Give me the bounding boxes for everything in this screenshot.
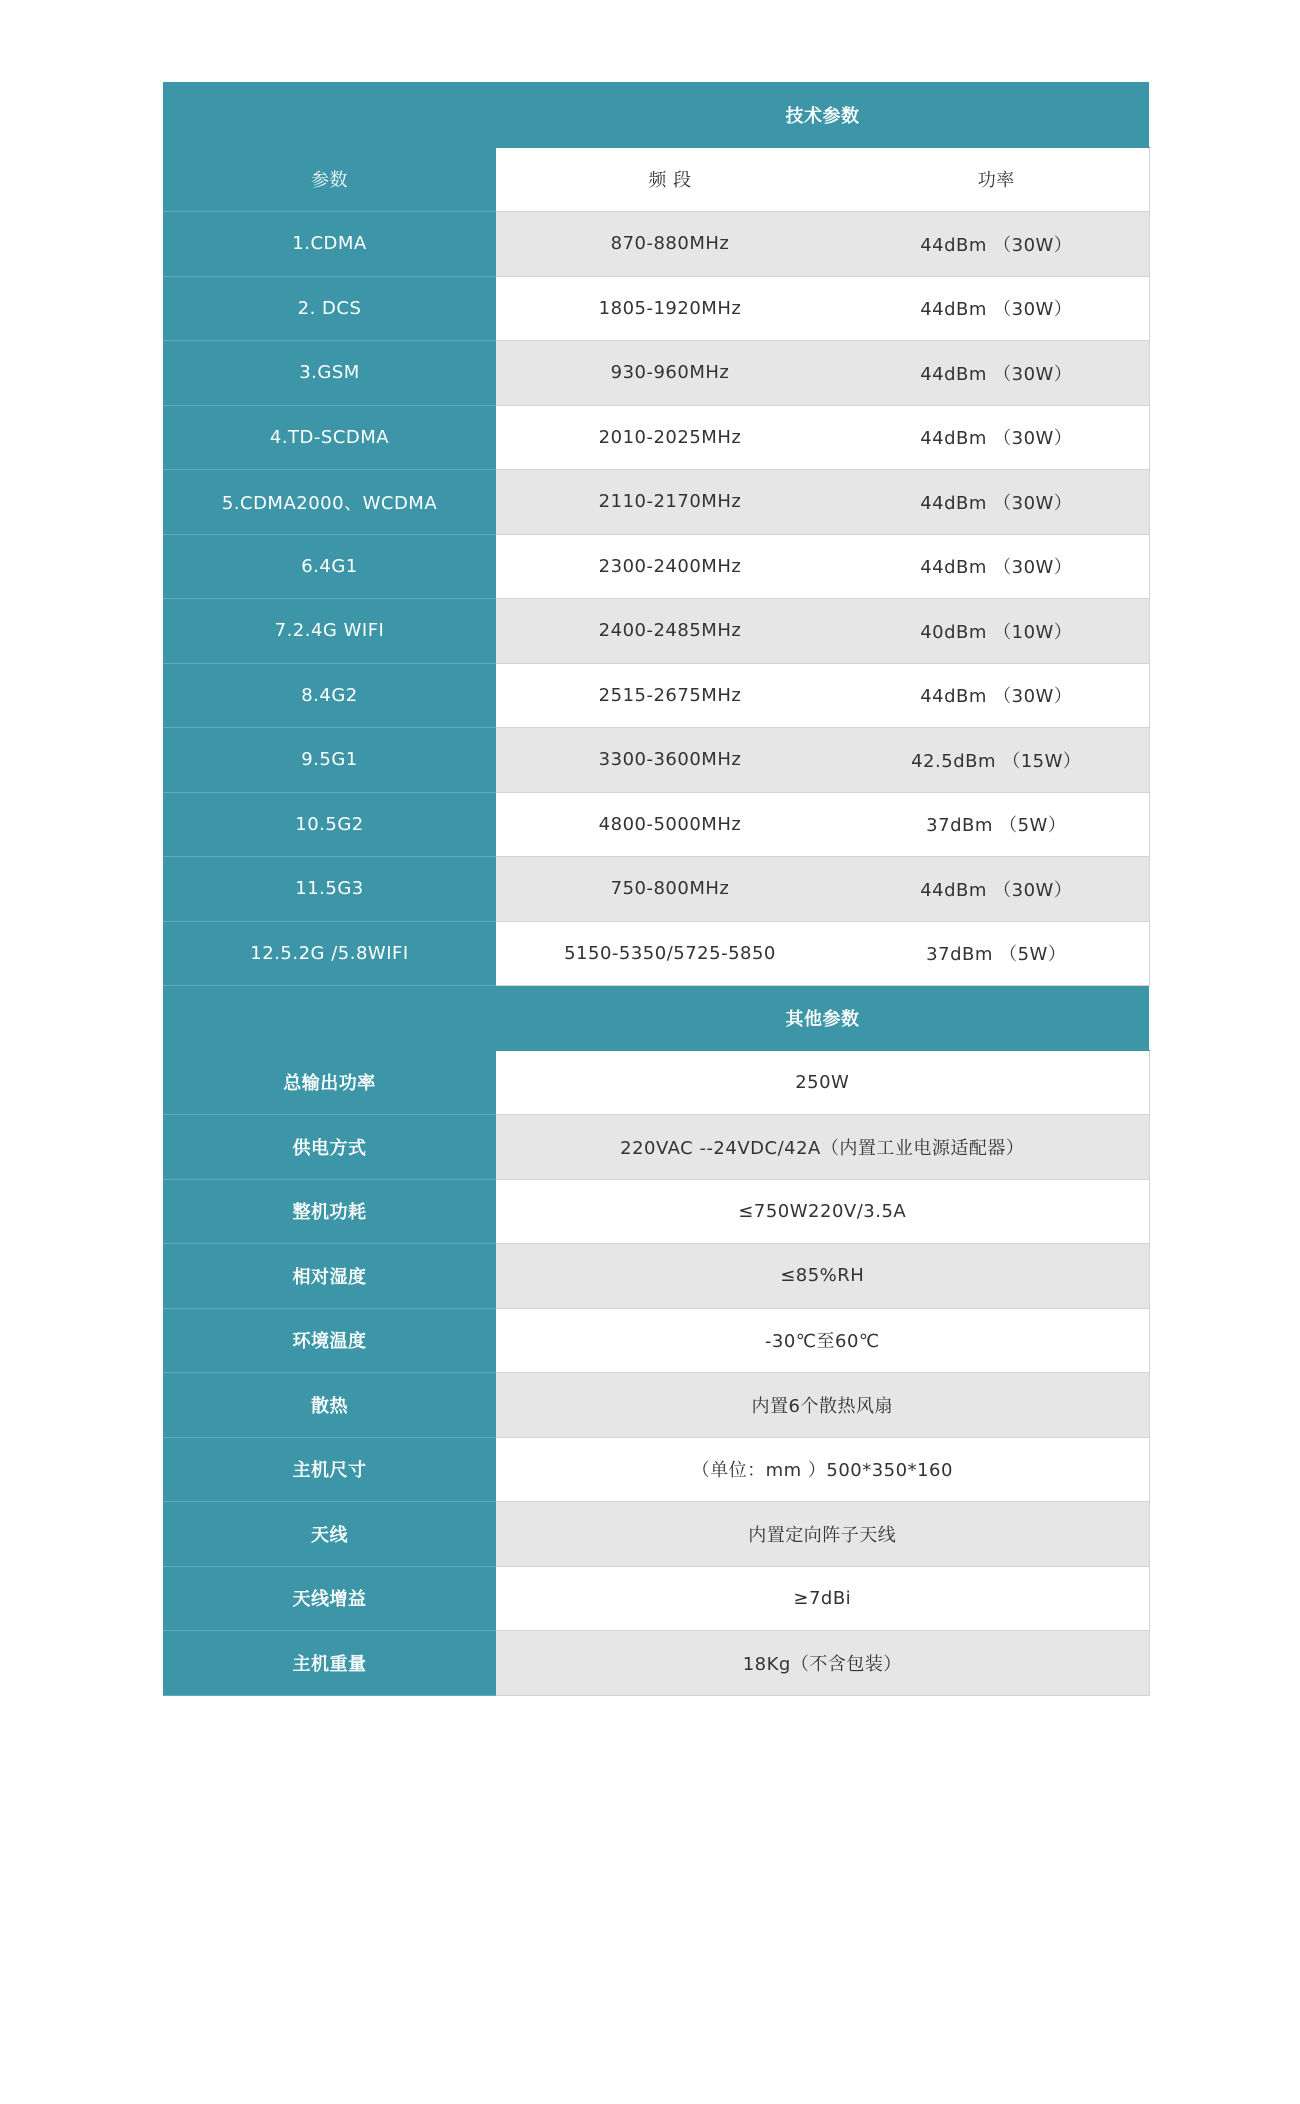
tech-column-header-row <box>163 147 1149 212</box>
spec-name: 总输出功率 <box>163 1050 496 1115</box>
other-row <box>163 1179 1149 1244</box>
tech-row <box>163 470 1149 535</box>
spec-table <box>163 82 1150 1696</box>
band-frequency: 2010-2025MHz <box>496 405 844 470</box>
band-power: 44dBm （30W） <box>844 470 1149 535</box>
spec-value: （单位：mm ）500*350*160 <box>496 1437 1149 1502</box>
tech-section-title: 技术参数 <box>163 83 1149 148</box>
other-row <box>163 1308 1149 1373</box>
tech-row <box>163 534 1149 599</box>
band-power: 37dBm （5W） <box>844 792 1149 857</box>
band-frequency: 4800-5000MHz <box>496 792 844 857</box>
spec-name: 环境温度 <box>163 1308 496 1373</box>
band-power: 44dBm （30W） <box>844 534 1149 599</box>
other-row <box>163 1437 1149 1502</box>
band-power: 44dBm （30W） <box>844 663 1149 728</box>
band-frequency: 3300-3600MHz <box>496 728 844 793</box>
tech-row <box>163 792 1149 857</box>
param-column-header: 参数 <box>163 147 496 212</box>
other-row <box>163 1244 1149 1309</box>
other-row <box>163 1566 1149 1631</box>
band-name: 4.TD-SCDMA <box>163 405 496 470</box>
spec-name: 天线增益 <box>163 1566 496 1631</box>
tech-row <box>163 405 1149 470</box>
band-power: 44dBm （30W） <box>844 276 1149 341</box>
band-name: 6.4G1 <box>163 534 496 599</box>
other-row <box>163 1502 1149 1567</box>
spec-name: 主机重量 <box>163 1631 496 1696</box>
band-frequency: 750-800MHz <box>496 857 844 922</box>
spec-value: 250W <box>496 1050 1149 1115</box>
tech-row <box>163 728 1149 793</box>
other-row <box>163 1050 1149 1115</box>
band-frequency: 2515-2675MHz <box>496 663 844 728</box>
band-frequency: 2300-2400MHz <box>496 534 844 599</box>
band-power: 40dBm （10W） <box>844 599 1149 664</box>
band-frequency: 2400-2485MHz <box>496 599 844 664</box>
band-power: 44dBm （30W） <box>844 405 1149 470</box>
tech-row <box>163 921 1149 986</box>
band-name: 12.5.2G /5.8WIFI <box>163 921 496 986</box>
freq-column-header: 频 段 <box>496 147 844 212</box>
band-name: 10.5G2 <box>163 792 496 857</box>
spec-value: 18Kg（不含包装） <box>496 1631 1149 1696</box>
band-frequency: 2110-2170MHz <box>496 470 844 535</box>
tech-row <box>163 276 1149 341</box>
tech-row <box>163 212 1149 277</box>
other-row <box>163 1373 1149 1438</box>
spec-value: -30℃至60℃ <box>496 1308 1149 1373</box>
band-frequency: 1805-1920MHz <box>496 276 844 341</box>
spec-name: 散热 <box>163 1373 496 1438</box>
spec-name: 主机尺寸 <box>163 1437 496 1502</box>
band-power: 42.5dBm （15W） <box>844 728 1149 793</box>
band-power: 44dBm （30W） <box>844 212 1149 277</box>
band-name: 11.5G3 <box>163 857 496 922</box>
other-section-title: 其他参数 <box>163 986 1149 1051</box>
spec-name: 相对湿度 <box>163 1244 496 1309</box>
spec-value: 220VAC --24VDC/42A（内置工业电源适配器） <box>496 1115 1149 1180</box>
band-frequency: 870-880MHz <box>496 212 844 277</box>
band-name: 2. DCS <box>163 276 496 341</box>
tech-section-header <box>163 83 1149 148</box>
tech-row <box>163 599 1149 664</box>
band-name: 8.4G2 <box>163 663 496 728</box>
band-name: 5.CDMA2000、WCDMA <box>163 470 496 535</box>
band-power: 44dBm （30W） <box>844 857 1149 922</box>
band-name: 9.5G1 <box>163 728 496 793</box>
band-power: 37dBm （5W） <box>844 921 1149 986</box>
band-frequency: 930-960MHz <box>496 341 844 406</box>
spec-name: 供电方式 <box>163 1115 496 1180</box>
spec-name: 整机功耗 <box>163 1179 496 1244</box>
band-name: 3.GSM <box>163 341 496 406</box>
spec-table-body <box>163 83 1149 1696</box>
band-frequency: 5150-5350/5725-5850 <box>496 921 844 986</box>
other-row <box>163 1631 1149 1696</box>
other-row <box>163 1115 1149 1180</box>
band-name: 7.2.4G WIFI <box>163 599 496 664</box>
tech-row <box>163 341 1149 406</box>
spec-value: 内置6个散热风扇 <box>496 1373 1149 1438</box>
band-power: 44dBm （30W） <box>844 341 1149 406</box>
power-column-header: 功率 <box>844 147 1149 212</box>
spec-value: ≤85%RH <box>496 1244 1149 1309</box>
other-section-header <box>163 986 1149 1051</box>
band-name: 1.CDMA <box>163 212 496 277</box>
spec-name: 天线 <box>163 1502 496 1567</box>
spec-value: ≤750W220V/3.5A <box>496 1179 1149 1244</box>
tech-row <box>163 663 1149 728</box>
spec-value: 内置定向阵子天线 <box>496 1502 1149 1567</box>
spec-value: ≥7dBi <box>496 1566 1149 1631</box>
tech-row <box>163 857 1149 922</box>
